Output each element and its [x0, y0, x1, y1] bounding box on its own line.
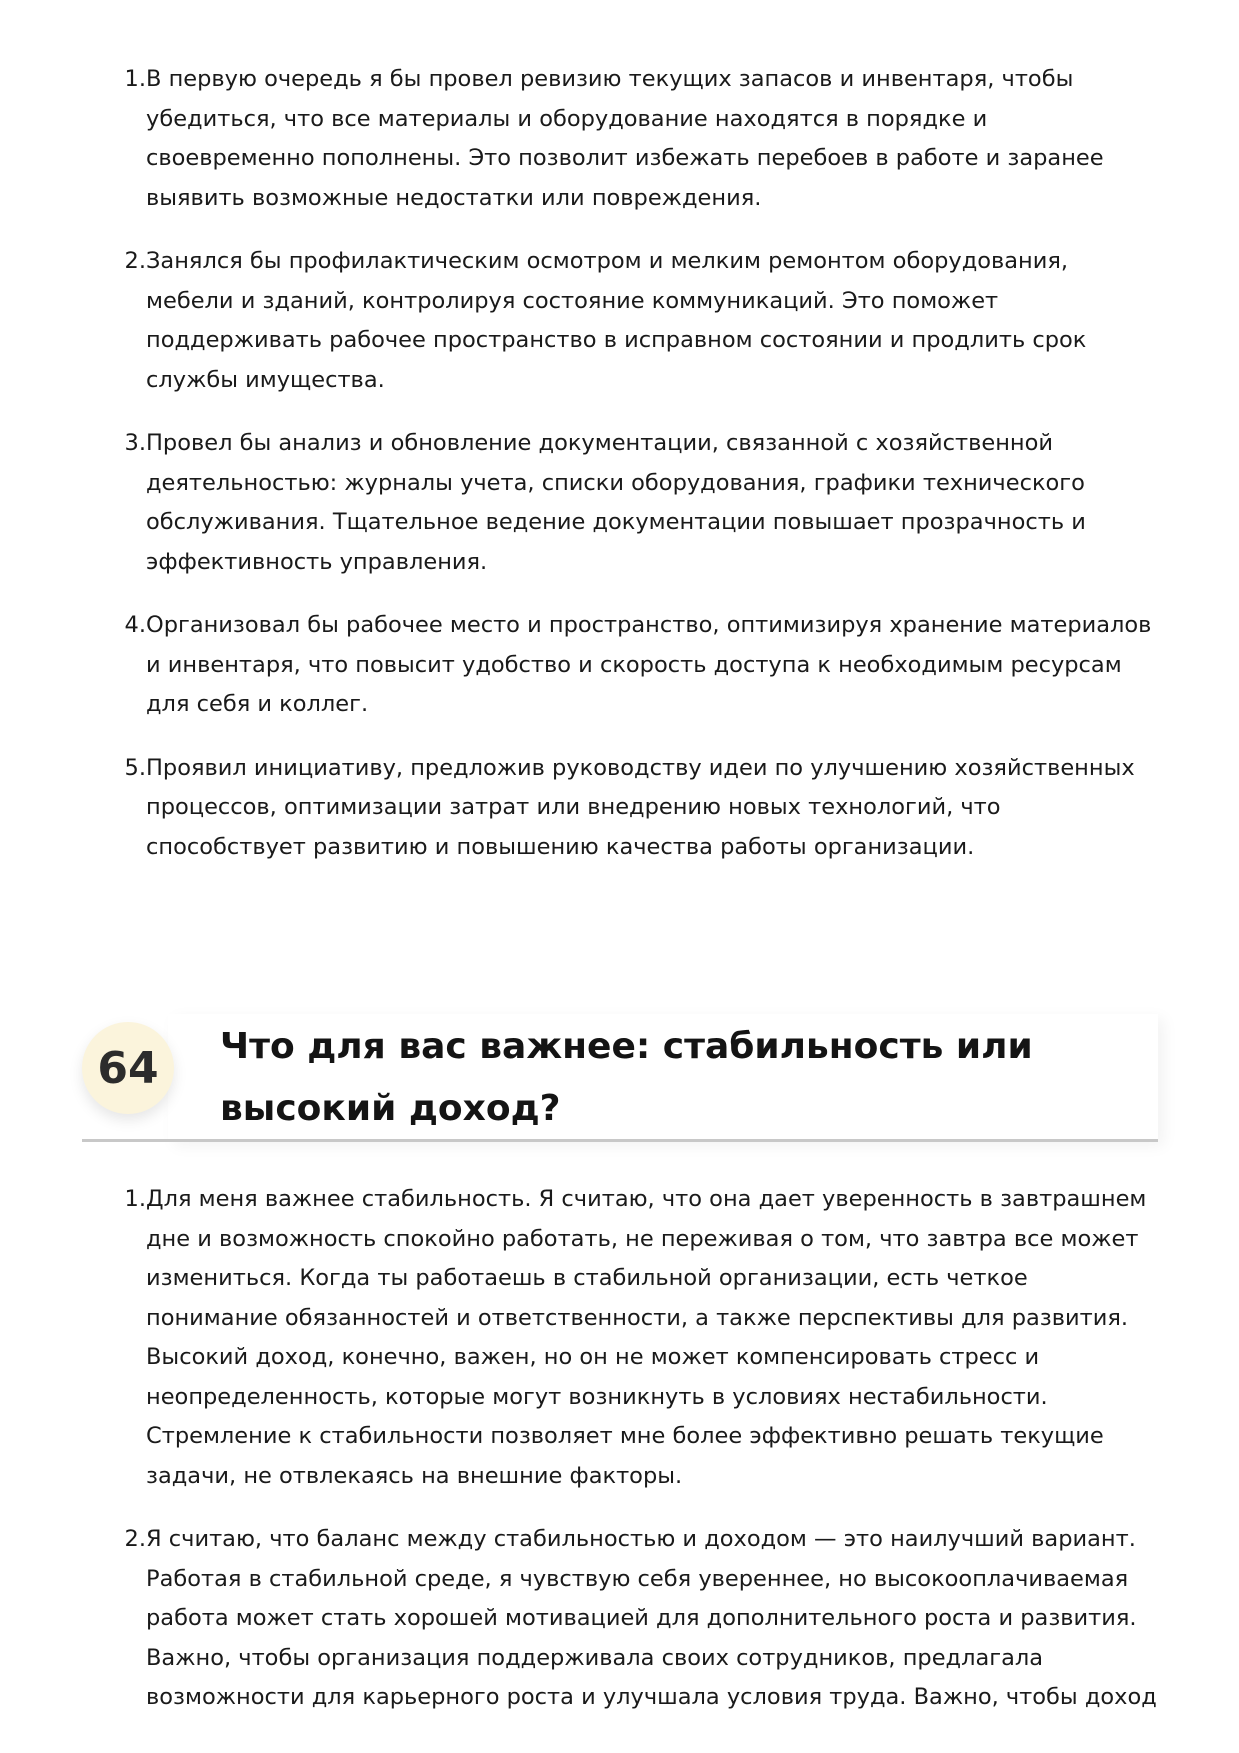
answer-number: 5. — [124, 754, 146, 781]
list-item — [110, 424, 1160, 582]
answer-text: Проявил инициативу, предложив руководству идеи по улучшению хозяйственных процессов, оптимизации затрат или внедрению новых технологий, что способствует развитию и повышению качества работы организации. — [146, 754, 1135, 860]
question-number-badge: 64 — [82, 1022, 174, 1114]
list-item — [110, 60, 1160, 218]
answer-number: 2. — [124, 248, 146, 274]
answers-list — [110, 1180, 1160, 1742]
answer-number: 1. — [124, 1186, 146, 1212]
answer-number: 4. — [124, 612, 146, 638]
list-item — [110, 749, 1160, 868]
answer-number: 3. — [124, 430, 146, 456]
question-title: Что для вас важнее: стабильность или высокий доход? — [220, 1026, 1033, 1129]
list-item — [110, 1520, 1160, 1718]
answer-text: Занялся бы профилактическим осмотром и мелким ремонтом оборудования, мебели и зданий, контролируя состояние коммуникаций. Это поможет поддерживать рабочее пространство в исправном состоянии и продлить срок службы имущества. — [146, 248, 1087, 393]
answer-number: 2. — [124, 1526, 146, 1552]
list-item — [110, 1180, 1160, 1496]
answer-text: Для меня важнее стабильность. Я считаю, что она дает уверенность в завтрашнем дне и возможность спокойно работать, не переживая о том, что завтра все может измениться. Когда ты работаешь в стабильной организации, есть четкое понимание обязанностей и ответственности, а также перспективы для развития. Высокий доход, конечно, важен, но он не может компенсировать стресс и неопределенность, которые могут возникнуть в условиях нестабильности. Стремление к стабильности позволяет мне более эффективно решать текущие задачи, не отвлекаясь на внешние факторы. — [146, 1186, 1147, 1489]
list-item — [110, 606, 1160, 725]
question-header — [82, 1010, 1158, 1142]
answer-number: 1. — [124, 66, 146, 92]
answer-text: Организовал бы рабочее место и пространство, оптимизируя хранение материалов и инвентаря, что повысит удобство и скорость доступа к необходимым ресурсам для себя и коллег. — [146, 612, 1152, 717]
answer-text: Я считаю, что баланс между стабильностью и доходом — это наилучший вариант. Работая в стабильной среде, я чувствую себя увереннее, но высокооплачиваемая работа может стать хорошей мотивацией для дополнительного роста и развития. Важно, чтобы организация поддерживала своих сотрудников, предлагала возможности для карьерного роста и улучшала условия труда. Важно, чтобы доход — [146, 1526, 1157, 1710]
previous-answers-list — [110, 60, 1160, 891]
answer-text: Провел бы анализ и обновление документации, связанной с хозяйственной деятельностью: журналы учета, списки оборудования, графики технического обслуживания. Тщательное ведение документации повышает прозрачность и эффективность управления. — [146, 430, 1086, 575]
list-item — [110, 242, 1160, 400]
answer-text: В первую очередь я бы провел ревизию текущих запасов и инвентаря, чтобы убедиться, что все материалы и оборудование находятся в порядке и своевременно пополнены. Это позволит избежать перебоев в работе и заранее выявить возможные недостатки или повреждения. — [146, 66, 1104, 211]
